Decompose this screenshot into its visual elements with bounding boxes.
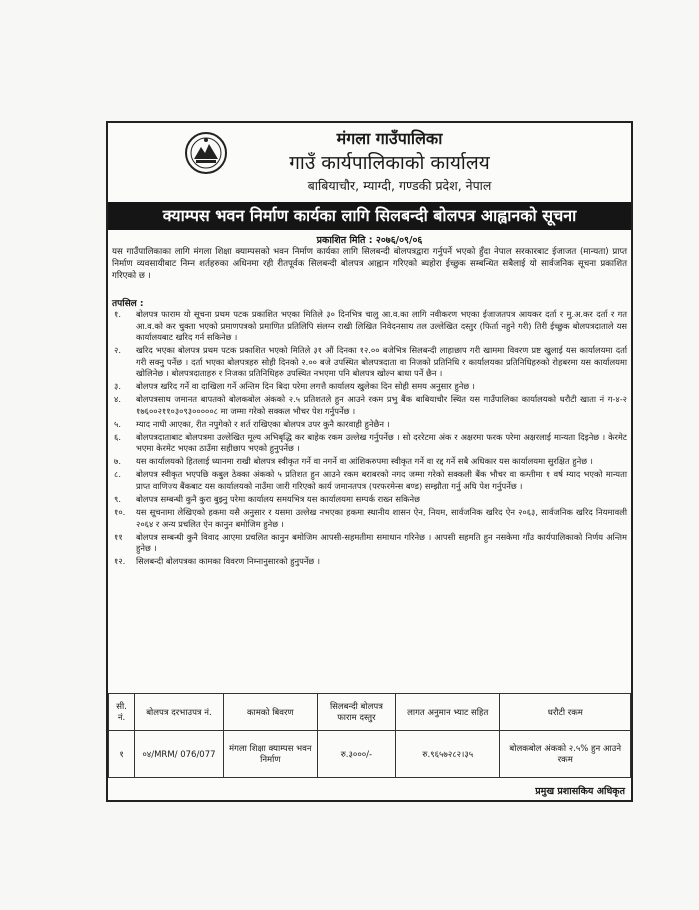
list-item [112,556,627,568]
list-item [112,381,627,393]
item-number: २. [114,345,121,356]
col-work-description: कामको बिवरण [223,694,317,731]
table-cell: ०४/MRM/ 076/077 [135,731,224,778]
col-deposit: धरौटी रकम [500,694,631,731]
list-item [112,345,627,380]
item-number: १२. [114,556,126,567]
item-text: सिलबन्दी बोलपत्रका कामका विवरण निम्नानुसारको हुनुपर्नेछ । [136,556,321,567]
item-text: बोलपत्रदाताबाट बोलपत्रमा उल्लेखित मूल्य अभिबृद्धि कर बाहेक रकम उल्लेख गर्नुपर्नेछ । सो दररेटमा अंक र अक्षरमा फरक परेमा अक्षरलाई मान्यता दिइनेछ । केरमेट भएमा केरमेट भएका ठाउँमा सहीछाप भएको हुनुपर्नेछ । [136,431,627,454]
item-text: बोलपत्र सम्बन्धी कुनै कुरा बुझ्नु परेमा कार्यालय समयभित्र यस कार्यालयमा सम्पर्क राख्न सकिनेछ [136,494,420,505]
signature-title: प्रमुख प्रशासकिय अधिकृत [535,786,625,797]
item-number: ११ [114,531,123,542]
table-row [109,731,631,778]
item-number: ६. [114,431,121,442]
item-text: बोलपत्रसाथ जमानत बापतको बोलकबोल अंकको २.५ प्रतिशतले हुन आउने रकम प्रभु बैंक बाबियाचौर स्थित यस गाउँपालिका कार्यालयको धरौटी खाता नं ग-४-२ १७६००२११०३०९३०००००८ मा जम्मा गरेको सक्कल भौचर पेश गर्नुपर्नेछ । [136,394,627,416]
item-text: बोलपत्र फाराम यो सूचना प्रथम पटक प्रकाशित भएका मितिले ३० दिनभित्र चालु आ.व.का लागि नवीकरण भएका ईजाजतपत्र आयकर दर्ता र मु.अ.कर दर्ता र गत आ.व.को कर चुक्ता भएको प्रमाणपत्रको प्रमाणित प्रतिलिपि संलग्न राखी लिखित निवेदनसाथ तल उल्लेखित दस्तुर (फिर्ता नहुने गरी) तिरी ईच्छुक बोलपत्रदाताले यस कार्यालयबाट खरिद गर्न सकिनेछ । [136,309,627,343]
table-cell: मंगला शिक्षा क्याम्पस भवन निर्माण [223,731,317,778]
office-address: बाबियाचौर, म्याग्दी, गण्डकी प्रदेश, नेपाल [307,178,492,193]
item-number: १. [114,309,121,319]
item-text: बोलपत्र सम्बन्धी कुनै विवाद आएमा प्रचलित कानुन बमोजिम आपसी-सहमतीमा समाधान गरिनेछ । आपसी सहमति हुन नसकेमा गाँउ कार्यपालिकाको निर्णय अन्तिम हुनेछ । [136,531,627,554]
item-text: यस कार्यालयको हितलाई ध्यानमा राखी बोलपत्र स्वीकृत गर्ने वा नगर्ने वा आंशिकरुपमा स्वीकृत गर्ने वा रद्द गर्ने सबै अधिकार यस कार्यालयमा सुरक्षित हुनेछ । [136,456,593,467]
col-bid-number: बोलपत्र दरभाउपत्र नं. [135,694,224,731]
org-name: मंगला गाउँपालिका [336,129,443,148]
notice-header [108,123,631,201]
public-notice [106,121,633,802]
published-date: प्रकाशित मिति : २०७६/०९/०६ [316,235,423,246]
table-cell: १ [109,731,135,778]
item-text: बोलपत्र स्वीकृत भएपछि कबुल ठेक्का अंकको ५ प्रतिशत हुन आउने रकम बराबरको नगद जम्मा गरेको सक्कली बैंक भौचर वा कम्तीमा १ वर्ष म्याद भएको मान्यता प्राप्त वाणिज्य बैंकबाट यस कार्यालयको नाउँमा जारी गरिएको कार्य जमानतपत्र (परफरमेन्स बण्ड) सम्झौता गर्नु अघि पेश गर्नुपर्नेछ । [136,469,627,492]
col-serial: सी. नं. [109,694,135,731]
item-number: ४. [114,394,121,405]
item-text: खरिद भएका बोलपत्र प्रथम पटक प्रकाशित भएको मितिले ३१ औं दिनका १२.०० बजेभित्र सिलबन्दी लाहाछाप गरी खाममा विवरण प्रष्ट खुलाई यस कार्यालयमा दर्ता गरी सक्नु पर्नेछ । दर्ता भएका बोलपत्रहरु सोही दिनको २.०० बजे उपस्थित बोलपत्रदाता वा निजको प्रतिनिधि र कार्यालयका प्रतिनिधिहरुको रोहबरमा यस कार्यालयमा खोलिनेछ । बोलपत्रदाताहरु र निजका प्रतिनिधिहरु उपस्थित नभएमा पनि बोलपत्र खोल्न बाधा पर्ने छैन । [136,345,627,379]
item-text: बोलपत्र खरिद गर्ने वा दाखिला गर्ने अन्तिम दिन बिदा परेमा लगत्तै कार्यालय खुलेका दिन सोही समय अनुसार हुनेछ । [136,381,475,392]
list-item [112,419,627,431]
table-cell: रु.३०००/- [317,731,395,778]
bid-details-table [108,693,631,778]
list-item [112,432,627,455]
item-number: १०. [114,507,126,518]
list-item [112,532,627,555]
col-cost-estimate: लागत अनुमान भ्याट सहित [396,694,500,731]
list-item [112,494,627,506]
item-number: ९. [114,494,121,505]
table-cell: बोलकबोल अंकको २.५% हुन आउने रकम [500,731,631,778]
table-cell: रु.९६५७२८२।३५ [396,731,500,778]
list-item [112,456,627,468]
intro-paragraph: यस गाउँपालिकाका लागि मंगला शिक्षा क्याम्पसको भवन निर्माण कार्यका लागि सिलबन्दी बोलपत्रद्वारा गर्नुपर्ने भएको हुँदा नेपाल सरकारबाट ईजाजत (मान्यता) प्राप्त निर्माण व्यवसायीबाट निम्न शर्तहरुका अधिनमा रही रीतपूर्वक सिलबन्दी बोलपत्र आह्वान गरिएको ब्यहोरा ईच्छुक सम्बन्धित सबैलाई यो सार्वजनिक सूचना प्रकाशित गरिएको छ । [112,247,627,282]
list-item [112,507,627,530]
terms-list [112,309,627,569]
list-item [112,309,627,344]
item-text: म्याद नाघी आएका, रीत नपुगेको र शर्त राखिएका बोलपत्र उपर कुनै कारवाही हुनेछैन । [136,418,390,429]
item-number: ८. [114,469,121,480]
item-number: ७. [114,456,121,467]
table-header-row [109,694,631,731]
item-text: यस सूचनामा लेखिएको हकमा यसै अनुसार र यसमा उल्लेख नभएका हकमा स्थानीय शासन ऐन, नियम, सार्वजनिक खरिद ऐन २०६३, सार्वजनिक खरिद नियमावली २०६४ र अन्य प्रचलित ऐन कानुन बमोजिम हुनेछ । [136,507,627,529]
col-form-fee: सिलबन्दी बोलपत्र फाराम दस्तुर [317,694,395,731]
details-heading: तपसिल : [112,299,144,309]
list-item [112,394,627,417]
item-number: ५. [114,418,121,429]
item-number: ३. [114,381,121,392]
list-item [112,469,627,492]
notice-title: क्याम्पस भवन निर्माण कार्यका लागि सिलबन्दी बोलपत्र आह्वानको सूचना [108,202,631,230]
office-name: गाउँ कार्यपालिकाको कार्यालय [289,152,490,174]
